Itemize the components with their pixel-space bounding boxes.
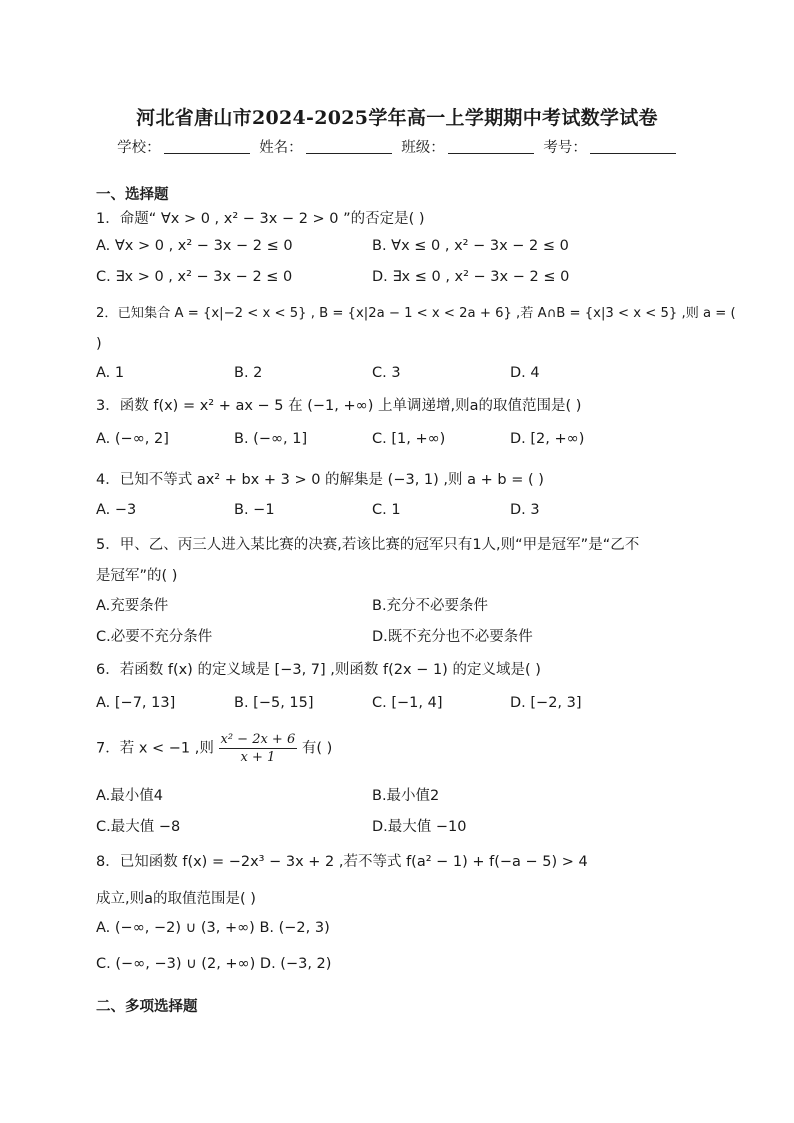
section-heading-single: 一、选择题 xyxy=(96,187,169,203)
question-7-fraction-denominator: x + 1 xyxy=(240,750,276,765)
question-7-stem-pre: 7．若 x < −1 ,则 xyxy=(96,740,214,757)
school-blank[interactable] xyxy=(164,139,250,154)
question-5-option-d: D.既不充分也不必要条件 xyxy=(372,629,533,645)
question-7-fraction-numerator: x² − 2x + 6 xyxy=(220,732,296,747)
question-1-option-a: A. ∀x > 0 , x² − 3x − 2 ≤ 0 xyxy=(96,238,293,254)
section-heading-multi: 二、多项选择题 xyxy=(96,999,198,1015)
question-5-stem: 5．甲、乙、丙三人进入某比赛的决赛,若该比赛的冠军只有1人,则“甲是冠军”是“乙不 xyxy=(96,537,640,553)
question-6-option-d: D. [−2, 3] xyxy=(510,695,582,711)
question-7-stem xyxy=(96,732,332,765)
school-label: 学校： xyxy=(117,140,161,156)
question-6-stem: 6．若函数 f(x) 的定义域是 [−3, 7] ,则函数 f(2x − 1) 的定义域是( ) xyxy=(96,662,541,678)
question-2-option-a: A. 1 xyxy=(96,365,125,381)
question-4-option-c: C. 1 xyxy=(372,502,401,518)
question-5-option-c: C.必要不充分条件 xyxy=(96,629,213,645)
question-8-stem-cont: 成立,则a的取值范围是( ) xyxy=(96,891,256,907)
question-4-option-b: B. −1 xyxy=(234,502,275,518)
question-4-option-a: A. −3 xyxy=(96,502,137,518)
question-4-option-d: D. 3 xyxy=(510,502,540,518)
question-1-option-d: D. ∃x ≤ 0 , x² − 3x − 2 ≤ 0 xyxy=(372,269,570,285)
question-6-option-c: C. [−1, 4] xyxy=(372,695,443,711)
question-2-stem-cont: ) xyxy=(96,336,102,352)
id-label: 考号： xyxy=(543,140,587,156)
question-6-option-a: A. [−7, 13] xyxy=(96,695,176,711)
question-8-options-cd: C. (−∞, −3) ∪ (2, +∞) D. (−3, 2) xyxy=(96,956,332,972)
question-4-stem: 4．已知不等式 ax² + bx + 3 > 0 的解集是 (−3, 1) ,则 a + b = ( ) xyxy=(96,472,544,488)
question-5-option-b: B.充分不必要条件 xyxy=(372,598,489,614)
question-3-option-d: D. [2, +∞) xyxy=(510,431,585,447)
question-7-option-b: B.最小值2 xyxy=(372,788,440,804)
question-3-option-b: B. (−∞, 1] xyxy=(234,431,308,447)
question-7-option-d: D.最大值 −10 xyxy=(372,819,467,835)
question-7-option-a: A.最小值4 xyxy=(96,788,163,804)
question-6-option-b: B. [−5, 15] xyxy=(234,695,314,711)
question-2-option-c: C. 3 xyxy=(372,365,401,381)
question-1-option-b: B. ∀x ≤ 0 , x² − 3x − 2 ≤ 0 xyxy=(372,238,569,254)
student-info-row xyxy=(0,136,794,157)
question-3-option-a: A. (−∞, 2] xyxy=(96,431,169,447)
question-2-stem: 2．已知集合 A = {x|−2 < x < 5} , B = {x|2a − 1 < x < 2a + 6} ,若 A∩B = {x|3 < x < 5} ,则 a = ( xyxy=(96,306,736,321)
name-blank[interactable] xyxy=(306,139,392,154)
question-2-option-b: B. 2 xyxy=(234,365,263,381)
question-7-fraction xyxy=(219,732,298,765)
question-7-stem-post: 有( ) xyxy=(301,740,333,757)
question-7-option-c: C.最大值 −8 xyxy=(96,819,181,835)
question-1-stem: 1．命题“ ∀x > 0 , x² − 3x − 2 > 0 ”的否定是( ) xyxy=(96,211,425,227)
question-1-option-c: C. ∃x > 0 , x² − 3x − 2 ≤ 0 xyxy=(96,269,293,285)
question-2-option-d: D. 4 xyxy=(510,365,540,381)
question-3-stem: 3．函数 f(x) = x² + ax − 5 在 (−1, +∞) 上单调递增,则a的取值范围是( ) xyxy=(96,398,582,414)
question-3-option-c: C. [1, +∞) xyxy=(372,431,446,447)
class-blank[interactable] xyxy=(448,139,534,154)
question-8-stem: 8．已知函数 f(x) = −2x³ − 3x + 2 ,若不等式 f(a² − 1) + f(−a − 5) > 4 xyxy=(96,854,588,870)
name-label: 姓名： xyxy=(259,140,303,156)
class-label: 班级： xyxy=(401,140,445,156)
question-5-option-a: A.充要条件 xyxy=(96,598,169,614)
question-5-stem-cont: 是冠军”的( ) xyxy=(96,568,178,584)
question-8-options-ab: A. (−∞, −2) ∪ (3, +∞) B. (−2, 3) xyxy=(96,920,330,936)
exam-title: 河北省唐山市2024-2025学年高一上学期期中考试数学试卷 xyxy=(136,107,658,129)
id-blank[interactable] xyxy=(590,139,676,154)
